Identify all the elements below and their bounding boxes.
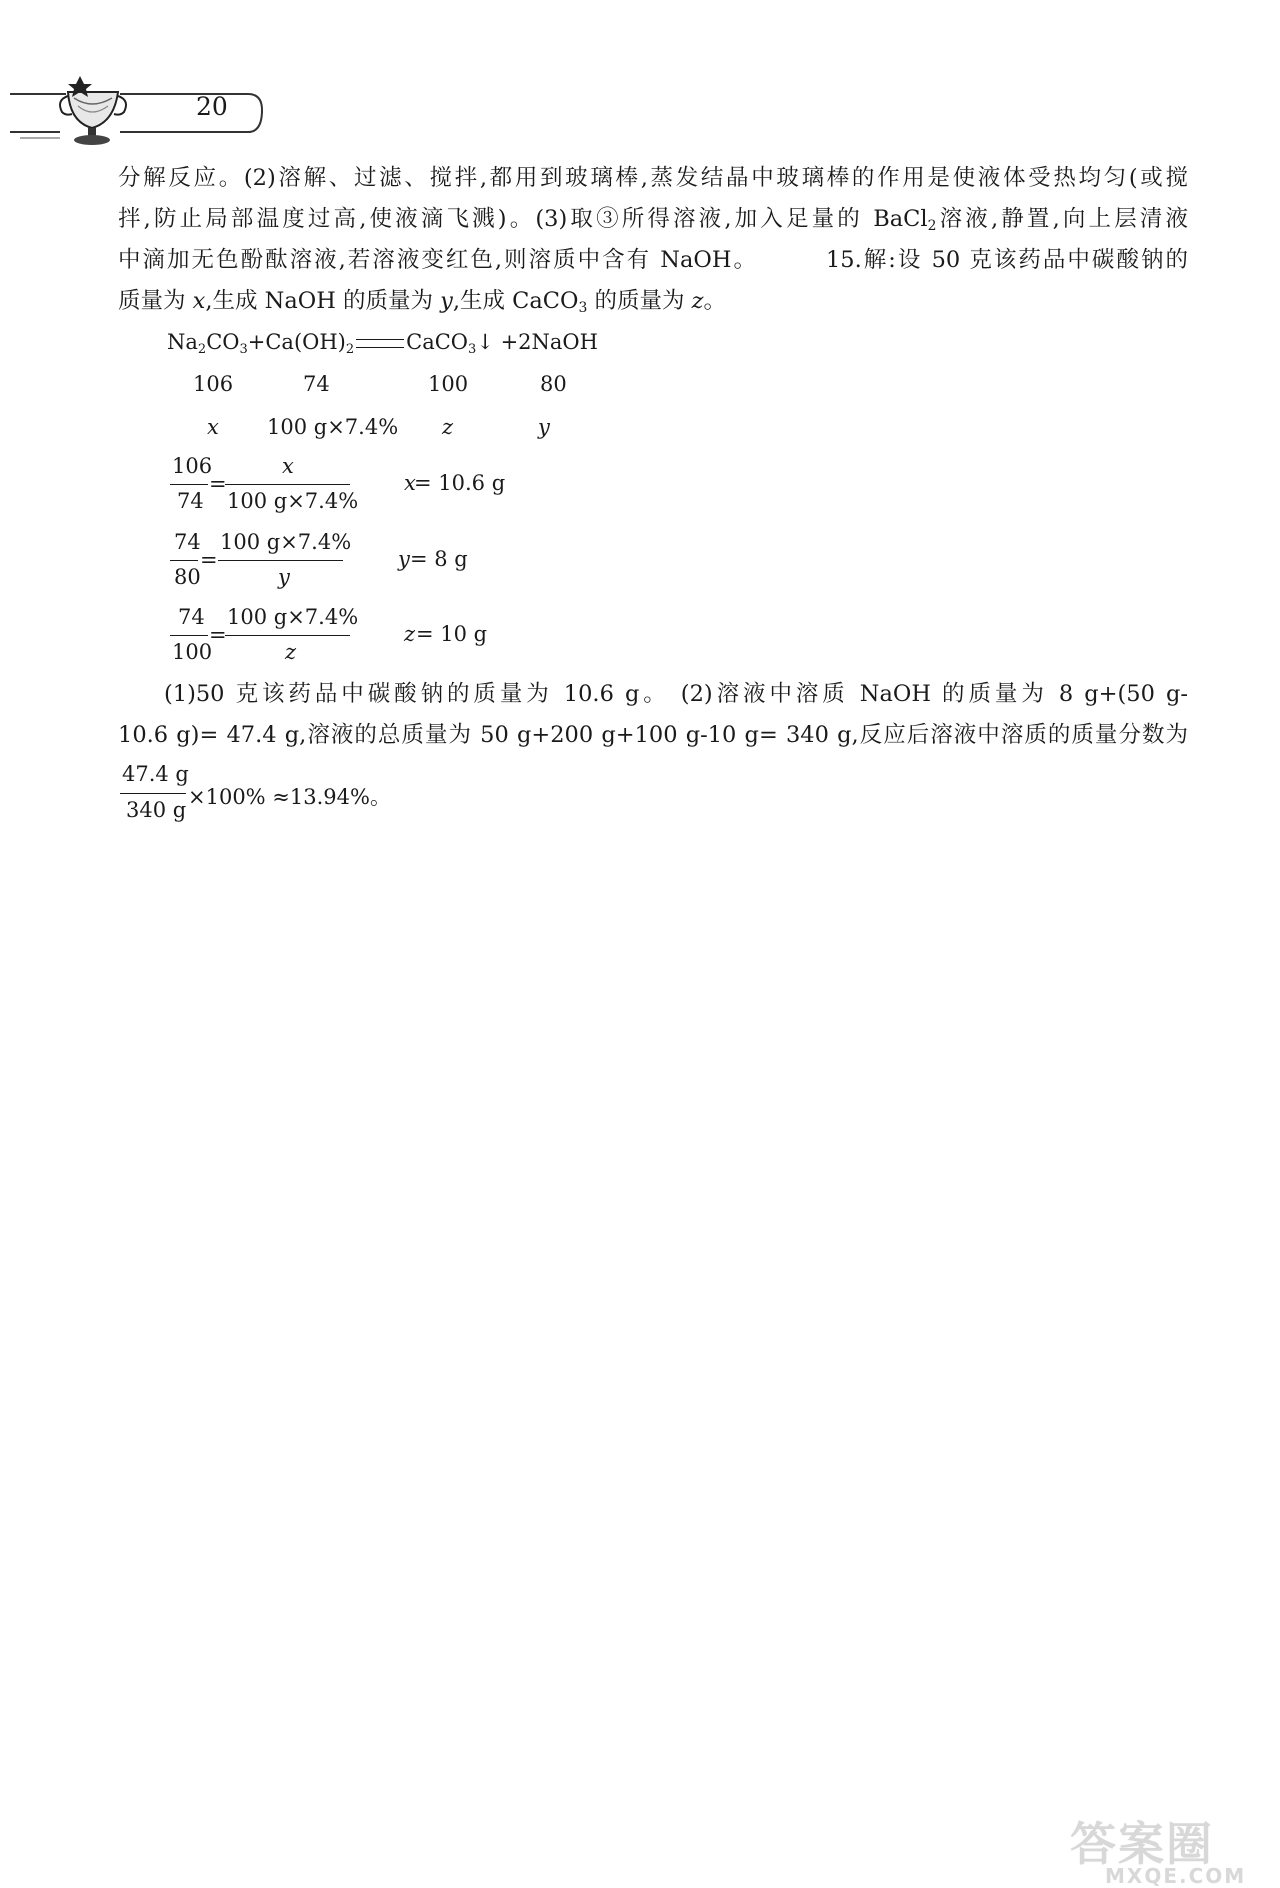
page-header bbox=[0, 70, 270, 150]
chemical-equation: $Na_2CO_3+Ca(OH)_2$ CaCO$_3$↓ +2NaOH bbox=[167, 330, 598, 357]
molar-mass: 100 bbox=[428, 372, 469, 396]
double-line-equals bbox=[356, 339, 404, 348]
molar-mass: 74 bbox=[303, 372, 330, 396]
unknown-quantity: y bbox=[538, 415, 550, 439]
molar-mass: 106 bbox=[193, 372, 234, 396]
watermark-url: MXQE.COM bbox=[1105, 1864, 1247, 1888]
unknown-quantity: x bbox=[207, 415, 219, 439]
trophy-icon bbox=[0, 70, 270, 150]
paragraph-line: 中滴加无色酚酞溶液,若溶液变红色,则溶质中含有 NaOH。 15.解:设 50 克该药品中碳酸钠的 bbox=[118, 247, 1188, 273]
proportion-row: 74 80 = 100 g×7.4% y y = 8 g bbox=[170, 528, 530, 594]
watermark-logo: 答案圈 bbox=[1070, 1817, 1214, 1871]
paragraph-line: 拌,防止局部温度过高,使液滴飞溅)。(3)取③所得溶液,加入足量的 BaCl$_2$溶液,静置,向上层清液 bbox=[118, 206, 1188, 235]
known-quantity: 100 g×7.4% bbox=[267, 415, 399, 439]
page-number: 20 bbox=[196, 92, 228, 121]
paragraph-line: 分解反应。(2)溶解、过滤、搅拌,都用到玻璃棒,蒸发结晶中玻璃棒的作用是使液体受热均匀(或搅 bbox=[118, 165, 1188, 191]
conclusion-line: (1)50 克该药品中碳酸钠的质量为 10.6 g。 (2)溶液中溶质 NaOH 的质量为 8 g+(50 g- bbox=[164, 681, 1188, 707]
conclusion-line: 10.6 g)= 47.4 g,溶液的总质量为 50 g+200 g+100 g-10 g= 340 g,反应后溶液中溶质的质量分数为 bbox=[118, 722, 1188, 748]
paragraph-line: 质量为 x,生成 NaOH 的质量为 y,生成 CaCO$_3$ 的质量为 z。 bbox=[118, 288, 727, 317]
molar-mass: 80 bbox=[540, 372, 567, 396]
unknown-quantity: z bbox=[442, 415, 454, 439]
mass-fraction-formula: 47.4 g 340 g ×100% ≈13.94%。 bbox=[122, 762, 391, 822]
proportion-row: 74 100 = 100 g×7.4% z z = 10 g bbox=[172, 605, 488, 664]
proportion-row: 106 74 = x 100 g×7.4% x = 10.6 g bbox=[172, 454, 506, 513]
